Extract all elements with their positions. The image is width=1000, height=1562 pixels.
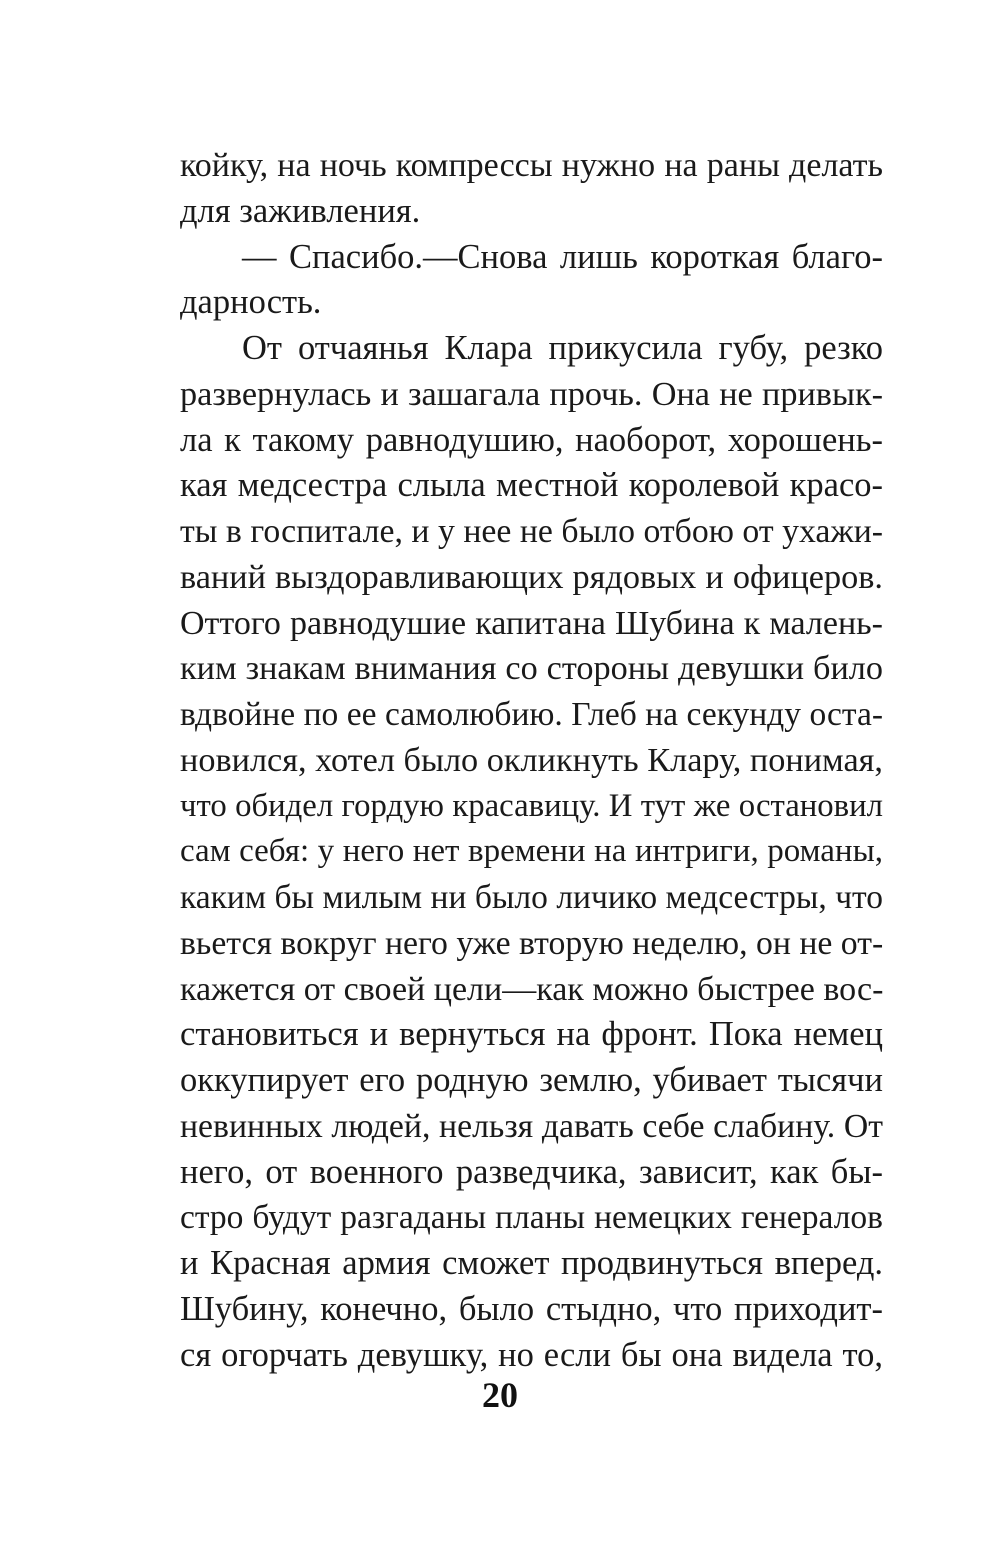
text-line: вдвойне по ее самолюбию. Глеб на секунду оста- xyxy=(180,696,883,733)
text-line: ся огорчать девушку, но если бы она видела то, xyxy=(180,1335,883,1374)
text-line: кажется от своей цели—как можно быстрее вос- xyxy=(180,970,884,1008)
text-line: становиться и вернуться на фронт. Пока немец xyxy=(180,1015,883,1054)
text-line: От отчаянья Клара прикусила губу, резко xyxy=(242,329,883,367)
text-line: койку, на ночь компрессы нужно на раны делать xyxy=(180,147,883,184)
text-line: оккупирует его родную землю, убивает тысячи xyxy=(180,1061,883,1099)
text-line: ла к такому равнодушию, наоборот, хорошень- xyxy=(180,420,883,459)
text-line: Шубину, конечно, было стыдно, что приходит- xyxy=(180,1289,883,1328)
text-line: развернулась и зашагала прочь. Она не привык- xyxy=(180,374,883,413)
text-line: для заживления. xyxy=(180,191,421,230)
text-line: него, от военного разведчика, зависит, как бы- xyxy=(180,1152,883,1191)
text-line: — Спасибо.—Снова лишь короткая благо- xyxy=(242,237,883,276)
page-number: 20 xyxy=(482,1375,518,1415)
text-line: каким бы милым ни было личико медсестры, что xyxy=(180,879,883,916)
text-line: стро будут разгаданы планы немецких генералов xyxy=(180,1199,883,1237)
text-line: вьется вокруг него уже вторую неделю, он не от- xyxy=(180,924,884,962)
text-line: Оттого равнодушие капитана Шубина к малень- xyxy=(180,604,883,642)
text-line: новился, хотел было окликнуть Клару, понимая, xyxy=(180,740,883,779)
text-line: невинных людей, нельзя давать себе слабину. От xyxy=(180,1107,883,1145)
text-line: ты в госпитале, и у нее не было отбою от ухажи- xyxy=(180,513,883,550)
text-line: сам себя: у него нет времени на интриги, романы, xyxy=(180,833,883,870)
text-line: кая медсестра слыла местной королевой красо- xyxy=(180,466,883,505)
text-line: ваний выздоравливающих рядовых и офицеров. xyxy=(180,557,883,596)
text-line: дарность. xyxy=(180,283,322,322)
body-text xyxy=(180,143,883,1378)
text-line: что обидел гордую красавицу. И тут же остановил xyxy=(180,787,883,824)
text-line: и Красная армия сможет продвинуться вперед. xyxy=(180,1244,883,1282)
text-line: ким знакам внимания со стороны девушки било xyxy=(180,649,883,688)
